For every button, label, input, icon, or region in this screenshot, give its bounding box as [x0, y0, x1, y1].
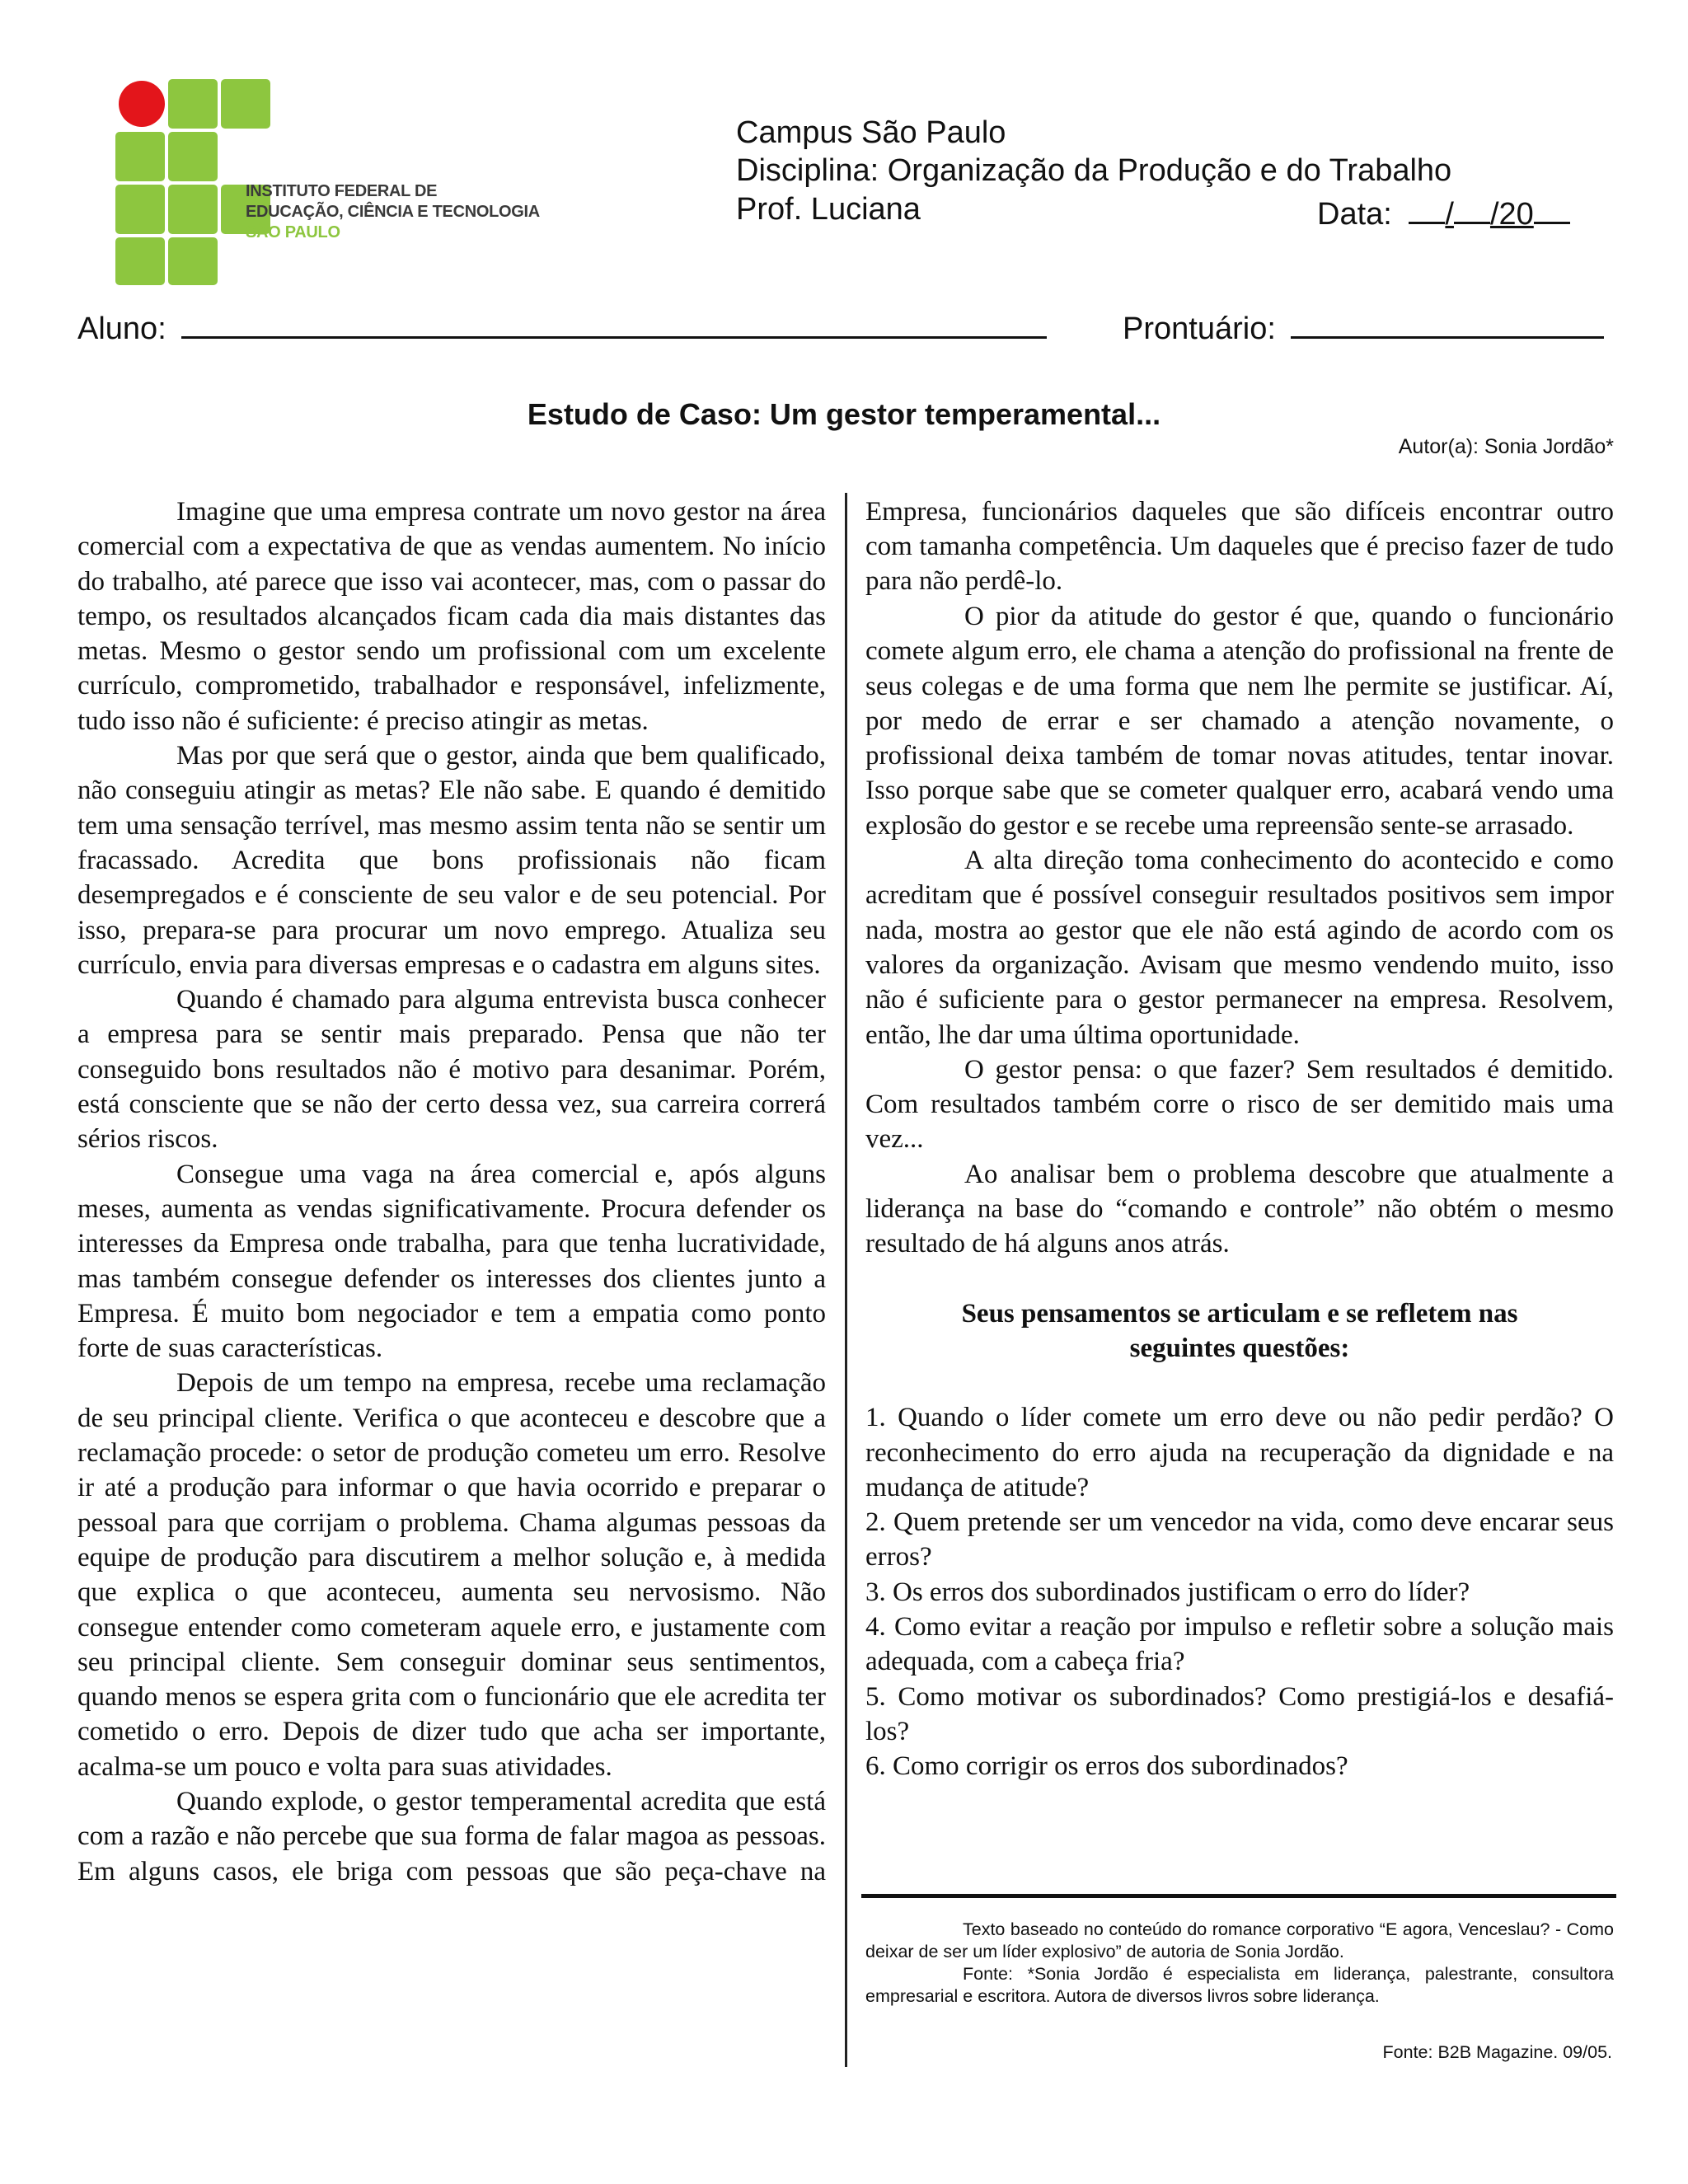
logo-square: [115, 132, 165, 181]
body-left-column: [77, 494, 826, 1889]
date-sep-2: /20: [1489, 197, 1534, 232]
logo-line-3: SÃO PAULO: [246, 223, 340, 241]
institution-logo: [115, 76, 560, 257]
question-item: 1. Quando o líder comete um erro deve ou não pedir perdão? O reconhecimento do erro ajuda na recuperação da dignidade e na mudança de atitude?: [865, 1403, 1614, 1502]
aluno-field[interactable]: [181, 307, 1047, 339]
logo-square: [168, 79, 218, 129]
source-line: Fonte: B2B Magazine. 09/05.: [1382, 2042, 1612, 2062]
paragraph: Depois de um tempo na empresa, recebe uma reclamação de seu principal cliente. Verifica o que aconteceu e descobre que a reclamação procede: o setor de produção cometeu um erro. Resolve ir até a produção para informar o que havia ocorrido e preparar o pessoal para que corrijam o problema. Chama algumas pessoas da equipe de produção para discutirem a melhor solução e, à medida que explica o que aconteceu, aumenta seu nervosismo. Não consegue entender como cometeram aquele erro, e justamente com seu principal cliente. Sem conseguir dominar seus sentimentos, quando menos se espera grita com o funcionário que ele acredita ter cometido o erro. Depois de dizer tudo que acha ser importante, acalma-se um pouco e volta para suas atividades.: [77, 1368, 826, 1782]
logo-red-circle: [119, 81, 165, 127]
date-label: Data:: [1317, 197, 1392, 232]
logo-line-2: EDUCAÇÃO, CIÊNCIA E TECNOLOGIA: [246, 203, 540, 221]
question-item: 6. Como corrigir os erros dos subordinados?: [865, 1751, 1348, 1782]
column-divider: [845, 493, 847, 2067]
paragraph: A alta direção toma conhecimento do acontecido e como acreditam que é possível conseguir resultados positivos sem impor nada, mostra ao gestor que ele não está agindo de acordo com os valores da organização. Avisam que mesmo vendendo muito, isso não é suficiente para o gestor permanecer na empresa. Resolvem, então, lhe dar uma última oportunidade.: [865, 846, 1614, 1050]
question-item: 5. Como motivar os subordinados? Como prestigiá-los e desafiá-los?: [865, 1681, 1614, 1746]
date-sep-1: /: [1445, 197, 1454, 232]
paragraph-continued: Empresa, funcionários daqueles que são difíceis encontrar outro com tamanha competência. Um daqueles que é preciso fazer de tudo para não perdê-lo.: [865, 496, 1614, 597]
body-right-column: [865, 494, 1614, 1784]
logo-square: [221, 79, 270, 129]
logo-text: [246, 181, 540, 243]
paragraph: Quando é chamado para alguma entrevista busca conhecer a empresa para se sentir mais preparado. Pensa que não ter conseguido bons resultados não é motivo para desanimar. Porém, está consciente que se não der certo dessa vez, sua carreira correrá sérios riscos.: [77, 985, 826, 1155]
questions-heading: Seus pensamentos se articulam e se refletem nas seguintes questões:: [961, 1298, 1518, 1363]
paragraph: O pior da atitude do gestor é que, quando o funcionário comete algum erro, ele chama a atenção do profissional na frente de seus colegas e de uma forma que nem lhe permite se justificar. Aí, por medo de errar e ser chamado a atenção novamente, o profissional deixa também de tomar novas atitudes, tentar inovar. Isso porque sabe que se cometer qualquer erro, acabará vendo uma explosão do gestor e se recebe uma repreensão sente-se arrasado.: [865, 602, 1614, 841]
header-disciplina: Disciplina: Organização da Produção e do Trabalho: [736, 153, 1452, 188]
paragraph: Consegue uma vaga na área comercial e, após alguns meses, aumenta as vendas significativamente. Procura defender os interesses da Empresa onde trabalha, para que tenha lucratividade, mas também consegue defender os interesses dos clientes junto a Empresa. É muito bom negociador e tem a empatia como ponto forte de suas características.: [77, 1159, 826, 1364]
logo-square: [168, 237, 218, 285]
prontuario-label: Prontuário:: [1123, 312, 1276, 346]
date-year-blank[interactable]: [1534, 192, 1570, 224]
date-day-blank[interactable]: [1409, 192, 1445, 224]
paragraph: Ao analisar bem o problema descobre que atualmente a liderança na base do “comando e controle” não obtém o mesmo resultado de há alguns anos atrás.: [865, 1159, 1614, 1259]
paragraph-continuation-window: [865, 494, 1614, 599]
paragraph-continues: Quando explode, o gestor temperamental acredita que está com a razão e não percebe que sua forma de falar magoa as pessoas. Em alguns casos, ele briga com pessoas que são peça-chave na: [77, 1786, 826, 1886]
author: Autor(a): Sonia Jordão*: [1398, 435, 1614, 458]
prontuario-row: [1123, 307, 1604, 347]
footnote-text-1: Texto baseado no conteúdo do romance corporativo “E agora, Venceslau? - Como deixar de ser um líder explosivo” de autoria de Sonia Jordão.: [865, 1919, 1614, 1961]
paragraph: Imagine que uma empresa contrate um novo gestor na área comercial com a expectativa de que as vendas aumentem. No início do trabalho, até parece que isso vai acontecer, mas, com o passar do tempo, os resultados alcançados ficam cada dia mais distantes das metas. Mesmo o gestor sendo um profissional com um excelente currículo, comprometido, trabalhador e responsável, infelizmente, tudo isso não é suficiente: é preciso atingir as metas.: [77, 497, 826, 736]
case-study-title: Estudo de Caso: Um gestor temperamental...: [527, 397, 1161, 431]
date-month-blank[interactable]: [1454, 192, 1490, 224]
questions-list: [865, 1400, 1614, 1783]
header-campus: Campus São Paulo: [736, 115, 1006, 150]
aluno-row: [77, 307, 1047, 347]
footnote-separator: [861, 1894, 1616, 1898]
footnote-text-2: Fonte: *Sonia Jordão é especialista em liderança, palestrante, consultora empresarial e escritora. Autora de diversos livros sobre liderança.: [865, 1964, 1614, 2006]
prontuario-field[interactable]: [1291, 307, 1604, 339]
footnote: [865, 1919, 1614, 2008]
question-item: 3. Os erros dos subordinados justificam o erro do líder?: [865, 1577, 1470, 1607]
logo-square: [168, 185, 218, 234]
logo-line-1: INSTITUTO FEDERAL DE: [246, 182, 438, 200]
question-item: 2. Quem pretende ser um vencedor na vida, como deve encarar seus erros?: [865, 1507, 1614, 1572]
paragraph: O gestor pensa: o que fazer? Sem resultados é demitido. Com resultados também corre o risco de ser demitido mais uma vez...: [865, 1054, 1614, 1155]
aluno-label: Aluno:: [77, 312, 166, 346]
header-professor: Prof. Luciana: [736, 192, 921, 227]
logo-square: [168, 132, 218, 181]
logo-square: [115, 237, 165, 285]
question-item: 4. Como evitar a reação por impulso e refletir sobre a solução mais adequada, com a cabeça fria?: [865, 1612, 1614, 1677]
paragraph: Mas por que será que o gestor, ainda que bem qualificado, não conseguiu atingir as metas? Ele não sabe. E quando é demitido tem uma sensação terrível, mas mesmo assim tenta não se sentir um fracassado. Acredita que bons profissionais não ficam desempregados e é consciente de seu valor e de seu potencial. Por isso, prepara-se para procurar um novo emprego. Atualiza seu currículo, envia para diversas empresas e o cadastra em alguns sites.: [77, 741, 826, 980]
header-date: [1317, 192, 1570, 232]
logo-square: [115, 185, 165, 234]
